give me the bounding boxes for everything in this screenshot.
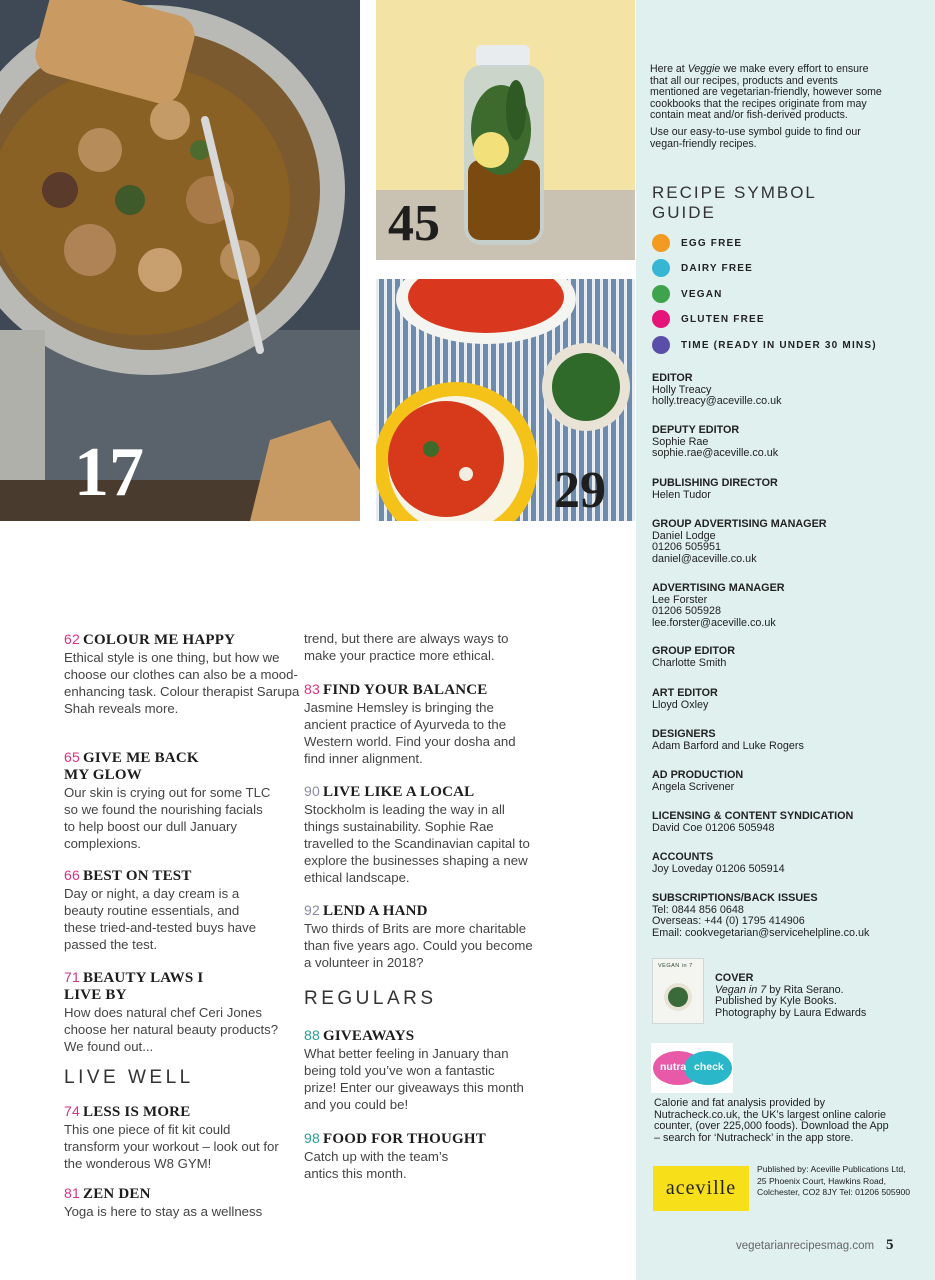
blue-dot-icon — [652, 259, 670, 277]
email-link[interactable]: sophie.rae@aceville.co.uk — [652, 447, 779, 460]
article-title: 92 LEND A HAND — [304, 902, 428, 919]
symbol-dairy-free: DAIRY FREE — [652, 258, 753, 278]
orange-dot-icon — [652, 234, 670, 252]
nutracheck-text: Calorie and fat analysis provided by Nutracheck.co.uk, the UK’s largest online calorie counter, (over 225,000 foods). Download the App – search for ‘Nutracheck’ in the app store. — [654, 1097, 889, 1144]
symbol-vegan: VEGAN — [652, 284, 723, 304]
article-title: 83 FIND YOUR BALANCE — [304, 681, 488, 698]
article-find-your-balance[interactable] — [304, 681, 544, 767]
article-desc-continued: trend, but there are always ways to make your practice more ethical. — [304, 631, 509, 663]
article-page-num: 62 — [64, 631, 80, 647]
sidebar-intro — [650, 64, 882, 155]
sidebar — [636, 0, 935, 1280]
article-give-me-back-my-glow[interactable] — [64, 749, 304, 852]
article-title: 98 FOOD FOR THOUGHT — [304, 1130, 486, 1147]
staff-ad-production: AD PRODUCTION Angela Scrivener — [652, 769, 744, 793]
article-giveaways[interactable] — [304, 1027, 544, 1113]
page-number-45: 45 — [388, 195, 440, 252]
section-title-live-well: LIVE WELL — [64, 1067, 194, 1088]
article-page-num: 65 — [64, 749, 80, 765]
article-less-is-more[interactable] — [64, 1103, 304, 1172]
article-page-num: 88 — [304, 1027, 320, 1043]
symbol-egg-free: EGG FREE — [652, 233, 742, 253]
article-desc: This one piece of fit kit could transform your workout – look out for the wonderous W8 GYM! — [64, 1122, 279, 1171]
intro-paragraph: Here at Veggie we make every effort to ensure that all our recipes, products and events mentioned are vegetarian-friendly, however some cookbooks that the recipes originate from may contain meat and/or fish-derived products. — [650, 63, 882, 122]
symbol-gluten-free: GLUTEN FREE — [652, 309, 765, 329]
email-link[interactable]: daniel@aceville.co.uk — [652, 552, 757, 565]
article-title: 81 ZEN DEN — [64, 1185, 151, 1202]
herb-jar-photo — [376, 0, 635, 260]
article-lend-a-hand[interactable] — [304, 902, 544, 971]
mushroom-pan-photo — [0, 0, 360, 521]
tomato-soup-photo — [376, 279, 635, 521]
article-page-num: 81 — [64, 1185, 80, 1201]
cover-credit: COVER Vegan in 7 by Rita Serano. Published by Kyle Books. Photography by Laura Edwards — [715, 972, 867, 1019]
symbol-time: TIME (READY IN UNDER 30 MINS) — [652, 335, 877, 355]
email-link[interactable]: lee.forster@aceville.co.uk — [652, 616, 776, 629]
article-desc: Jasmine Hemsley is bringing the ancient practice of Ayurveda to the Western world. Find your dosha and find inner alignment. — [304, 700, 516, 766]
intro-paragraph-2: Use our easy-to-use symbol guide to find our vegan-friendly recipes. — [650, 125, 861, 150]
article-desc: Stockholm is leading the way in all things sustainability. Sophie Rae travelled to the Scandinavian capital to explore the businesses shaping a new ethical landscape. — [304, 802, 530, 885]
staff-advertising-manager: ADVERTISING MANAGER Lee Forster 01206 505928 lee.forster@aceville.co.uk — [652, 583, 922, 629]
staff-art-editor: ART EDITOR Lloyd Oxley — [652, 687, 718, 711]
staff-editor: EDITOR Holly Treacy holly.treacy@aceville.co.uk — [652, 373, 922, 408]
article-title: 62 COLOUR ME HAPPY — [64, 631, 236, 648]
article-zen-den[interactable] — [64, 1185, 304, 1220]
article-page-num: 83 — [304, 681, 320, 697]
staff-subscriptions: SUBSCRIPTIONS/BACK ISSUES Tel: 0844 856 0648 Overseas: +44 (0) 1795 414906 Email: cookvegetarian@servicehelpline.co.uk — [652, 893, 922, 939]
staff-deputy-editor: DEPUTY EDITOR Sophie Rae sophie.rae@aceville.co.uk — [652, 425, 922, 460]
staff-group-editor: GROUP EDITOR Charlotte Smith — [652, 645, 735, 669]
article-zen-den-continued — [304, 630, 544, 664]
article-title: 65 GIVE ME BACK MY GLOW — [64, 749, 199, 783]
article-title: 66 BEST ON TEST — [64, 867, 192, 884]
staff-group-advertising-manager: GROUP ADVERTISING MANAGER Daniel Lodge 01206 505951 daniel@aceville.co.uk — [652, 519, 922, 565]
website-url[interactable]: vegetarianrecipesmag.com — [736, 1240, 875, 1252]
article-title: 71 BEAUTY LAWS I LIVE BY — [64, 969, 204, 1003]
article-title: 88 GIVEAWAYS — [304, 1027, 415, 1044]
cover-bowl-icon — [653, 969, 703, 1019]
page-number: 5 — [886, 1237, 894, 1253]
aceville-logo: aceville — [653, 1166, 749, 1211]
page-number-17: 17 — [74, 434, 144, 511]
article-title: 90 LIVE LIKE A LOCAL — [304, 783, 475, 800]
article-food-for-thought[interactable] — [304, 1130, 544, 1182]
mushroom-pan-illustration — [0, 0, 360, 521]
article-desc: Two thirds of Brits are more charitable than five years ago. Could you become a volunteer in 2018? — [304, 921, 533, 970]
article-page-num: 92 — [304, 902, 320, 918]
cover-thumbnail: VEGAN in 7 — [652, 958, 704, 1024]
article-desc: Catch up with the team’s antics this month. — [304, 1149, 449, 1181]
pink-dot-icon — [652, 310, 670, 328]
article-title: 74 LESS IS MORE — [64, 1103, 191, 1120]
article-page-num: 71 — [64, 969, 80, 985]
article-desc: Our skin is crying out for some TLC so we found the nourishing facials to help boost our dull January complexions. — [64, 785, 271, 851]
article-desc: What better feeling in January than being told you’ve won a fantastic prize! Enter our giveaways this month and you could be! — [304, 1046, 524, 1112]
nutracheck-logo: nutra check — [651, 1043, 733, 1093]
email-link[interactable]: Email: cookvegetarian@servicehelpline.co.uk — [652, 926, 870, 939]
article-colour-me-happy[interactable] — [64, 631, 304, 717]
page-number-29: 29 — [554, 462, 606, 519]
purple-dot-icon — [652, 336, 670, 354]
article-desc: How does natural chef Ceri Jones choose her natural beauty products? We found out... — [64, 1005, 279, 1054]
article-beauty-laws[interactable] — [64, 969, 304, 1055]
email-link[interactable]: holly.treacy@aceville.co.uk — [652, 395, 782, 408]
staff-designers: DESIGNERS Adam Barford and Luke Rogers — [652, 728, 804, 752]
article-best-on-test[interactable] — [64, 867, 304, 953]
staff-licensing: LICENSING & CONTENT SYNDICATION David Coe 01206 505948 — [652, 810, 854, 834]
article-desc: Day or night, a day cream is a beauty routine essentials, and these tried-and-tested buys have passed the test. — [64, 886, 257, 952]
article-live-like-a-local[interactable] — [304, 783, 544, 886]
staff-accounts: ACCOUNTS Joy Loveday 01206 505914 — [652, 851, 785, 875]
article-page-num: 98 — [304, 1130, 320, 1146]
article-page-num: 74 — [64, 1103, 80, 1119]
recipe-symbol-guide-title: RECIPE SYMBOL GUIDE — [652, 183, 817, 222]
article-desc: Ethical style is one thing, but how we choose our clothes can also be a mood-enhancing task. Colour therapist Sarupa Shah reveals more. — [64, 650, 300, 716]
article-desc: Yoga is here to stay as a wellness — [64, 1204, 263, 1219]
article-page-num: 66 — [64, 867, 80, 883]
green-dot-icon — [652, 285, 670, 303]
staff-publishing-director: PUBLISHING DIRECTOR Helen Tudor — [652, 477, 778, 501]
section-title-regulars: REGULARS — [304, 988, 437, 1009]
publisher-info: Published by: Aceville Publications Ltd, 25 Phoenix Court, Hawkins Road, Colchester, CO2 8JY Tel: 01206 505900 — [757, 1164, 911, 1197]
article-page-num: 90 — [304, 783, 320, 799]
